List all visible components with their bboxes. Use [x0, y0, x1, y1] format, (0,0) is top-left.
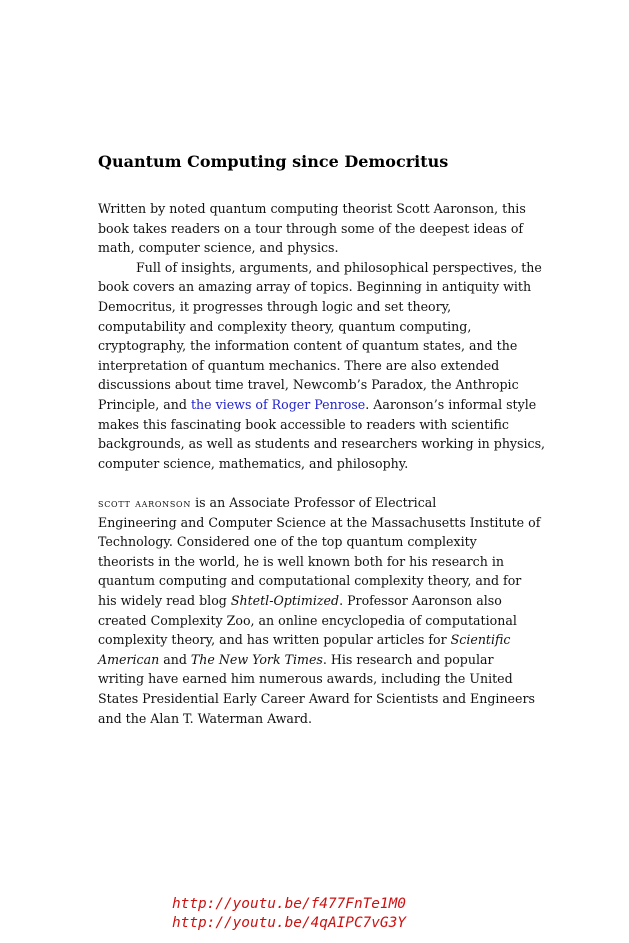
- description-line: Written by noted quantum computing theorist Scott Aaronson, this: [98, 201, 526, 216]
- book-title: Quantum Computing since Democritus: [98, 152, 449, 171]
- description-line: computer science, mathematics, and philosophy.: [98, 455, 409, 471]
- publication-name: Scientific: [450, 632, 511, 648]
- description-line: book covers an amazing array of topics. Beginning in antiquity with: [98, 279, 532, 295]
- description-line: cryptography, the information content of quantum states, and the: [98, 338, 518, 354]
- description-line: discussions about time travel, Newcomb’s Paradox, the Anthropic: [98, 377, 519, 393]
- description-line: math, computer science, and physics.: [98, 240, 339, 256]
- bio-text: his widely read blog: [98, 592, 231, 608]
- bio-line: theorists in the world, he is well known both for his research in: [98, 553, 504, 569]
- description-line: backgrounds, as well as students and researchers working in physics,: [98, 436, 546, 452]
- video-link-2[interactable]: http://youtu.be/4qAIPC7vG3Y: [172, 915, 406, 931]
- description-line: makes this fascinating book accessible to readers with scientific: [98, 416, 509, 432]
- description-line: computability and complexity theory, quantum computing,: [98, 318, 472, 334]
- bio-line: Technology. Considered one of the top quantum complexity: [98, 534, 477, 550]
- description-line: interpretation of quantum mechanics. There are also extended: [98, 357, 500, 373]
- author-bio: [98, 493, 540, 728]
- description-text: . Aaronson’s informal style: [365, 396, 537, 412]
- author-name: scott aaronson: [98, 496, 192, 510]
- penrose-views-link[interactable]: the views of Roger Penrose: [190, 396, 366, 412]
- bio-line: [98, 591, 540, 611]
- bio-text: is an Associate Professor of Electrical: [191, 495, 437, 510]
- description-line: book takes readers on a tour through some of the deepest ideas of: [98, 220, 524, 236]
- publication-name: American: [98, 651, 160, 667]
- video-links: [172, 895, 406, 933]
- publication-name: The New York Times: [190, 651, 323, 667]
- description-text: Principle, and: [98, 396, 191, 412]
- bio-line: [98, 493, 540, 513]
- description-line: Democritus, it progresses through logic and set theory,: [98, 298, 452, 314]
- description-line: Full of insights, arguments, and philosophical perspectives, the: [136, 259, 542, 275]
- bio-line: [98, 650, 540, 670]
- bio-line: quantum computing and computational complexity theory, and for: [98, 573, 522, 589]
- bio-line: created Complexity Zoo, an online encyclopedia of computational: [98, 612, 517, 628]
- video-link-1[interactable]: http://youtu.be/f477FnTe1M0: [172, 896, 406, 912]
- bio-text: . His research and popular: [322, 651, 494, 667]
- bio-line: States Presidential Early Career Award for Scientists and Engineers: [98, 690, 535, 706]
- bio-line: writing have earned him numerous awards, including the United: [98, 671, 513, 687]
- bio-text: complexity theory, and has written popular articles for: [98, 632, 451, 648]
- bio-line: [98, 630, 540, 650]
- bio-text: and: [159, 651, 191, 667]
- book-description: [98, 199, 546, 473]
- bio-line: and the Alan T. Waterman Award.: [98, 710, 312, 726]
- blog-name: Shtetl-Optimized: [230, 592, 340, 608]
- description-line-penrose: [98, 395, 540, 415]
- bio-text: . Professor Aaronson also: [339, 592, 502, 608]
- bio-line: Engineering and Computer Science at the Massachusetts Institute of: [98, 514, 541, 530]
